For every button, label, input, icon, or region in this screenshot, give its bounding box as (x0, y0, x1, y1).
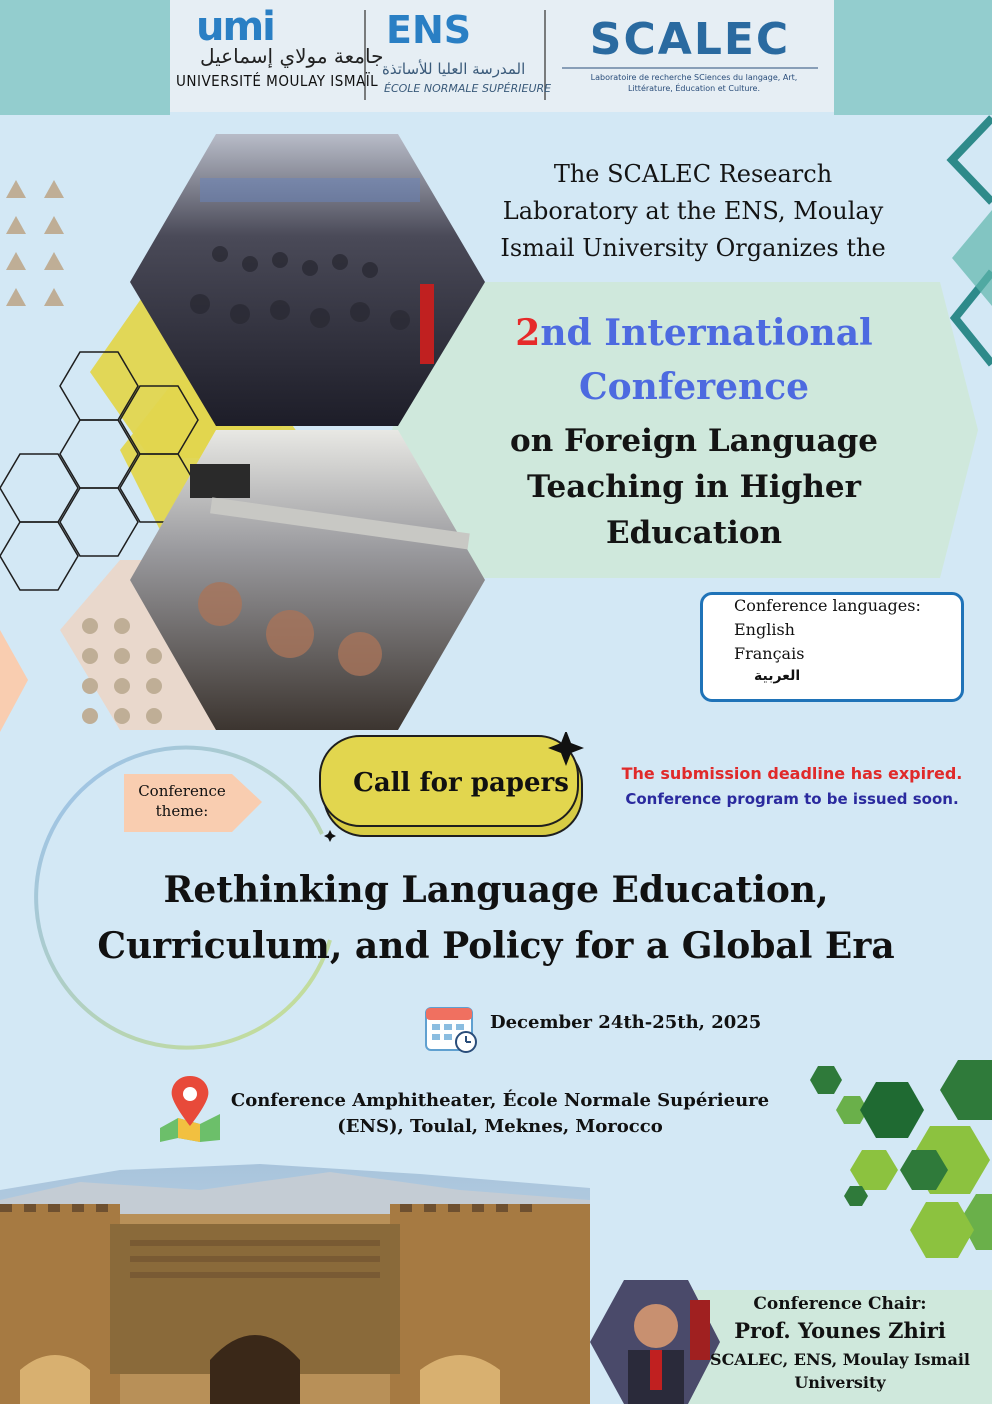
scalec-logo-mark: SCALEC (589, 14, 791, 65)
photo-audience (130, 134, 485, 426)
theme-label-line-2: theme: (155, 802, 209, 820)
photo-hexagons (130, 134, 490, 734)
conference-subtitle-line-1: on Foreign Language (510, 423, 878, 459)
umi-name-arabic: جامعة مولاي إسماعيل (200, 44, 384, 68)
deadline-notice: The submission deadline has expired. (621, 764, 963, 783)
language-french: Français (734, 644, 805, 663)
intro-text (470, 156, 916, 267)
ens-logo-mark: ENS (386, 8, 472, 52)
chair-label: Conference Chair: (753, 1294, 927, 1314)
conference-title-line-1: nd International (540, 312, 873, 354)
conference-venue (220, 1088, 780, 1140)
theme-title-line-2: Curriculum, and Policy for a Global Era (97, 925, 895, 967)
chair-name: Prof. Younes Zhiri (734, 1318, 946, 1343)
theme-label (128, 781, 236, 821)
program-notice: Conference program to be issued soon. (625, 790, 959, 808)
languages-title: Conference languages: (734, 596, 921, 615)
venue-line-2: (ENS), Toulal, Meknes, Morocco (337, 1116, 663, 1137)
language-arabic: العربية (754, 668, 801, 684)
conference-number: 2 (515, 312, 541, 354)
meknes-gate-photo (0, 1160, 590, 1404)
theme-title (40, 862, 952, 974)
photo-seminar (130, 430, 485, 730)
scalec-subtitle: Laboratoire de recherche SCiences du langage, Art, Littérature, Éducation et Culture. (590, 73, 798, 93)
intro-line-1: The SCALEC Research (553, 160, 833, 188)
intro-line-3: Ismail University Organizes the (500, 234, 886, 262)
chair-affiliation-line-1: SCALEC, ENS, Moulay Ismail (710, 1350, 970, 1369)
conference-date: December 24th-25th, 2025 (490, 1012, 762, 1033)
green-hexagon-cluster (800, 1050, 992, 1310)
ens-name-arabic: المدرسة العليا للأساتذة (382, 60, 526, 78)
map-pin-icon (158, 1074, 224, 1144)
chair-affiliation (690, 1348, 990, 1394)
conference-title (484, 306, 904, 414)
conference-subtitle (484, 418, 904, 556)
theme-title-line-1: Rethinking Language Education, (163, 869, 829, 911)
call-for-papers-label: Call for papers (353, 768, 569, 798)
calendar-icon (424, 1002, 480, 1054)
intro-line-2: Laboratory at the ENS, Moulay (502, 197, 884, 225)
conference-title-line-2: Conference (578, 366, 810, 408)
language-english: English (734, 620, 795, 639)
conference-subtitle-line-3: Education (605, 515, 783, 551)
venue-line-1: Conference Amphitheater, École Normale Supérieure (230, 1090, 770, 1111)
conference-subtitle-line-2: Teaching in Higher (527, 469, 861, 505)
triangle-pattern (0, 176, 80, 316)
umi-name-french: UNIVERSITÉ MOULAY ISMAÏL (176, 72, 379, 90)
umi-logo-mark: umi (196, 4, 274, 50)
ens-name-french: ÉCOLE NORMALE SUPÉRIEURE (384, 82, 552, 95)
chair-affiliation-line-2: University (794, 1373, 886, 1392)
theme-label-line-1: Conference (138, 782, 226, 800)
